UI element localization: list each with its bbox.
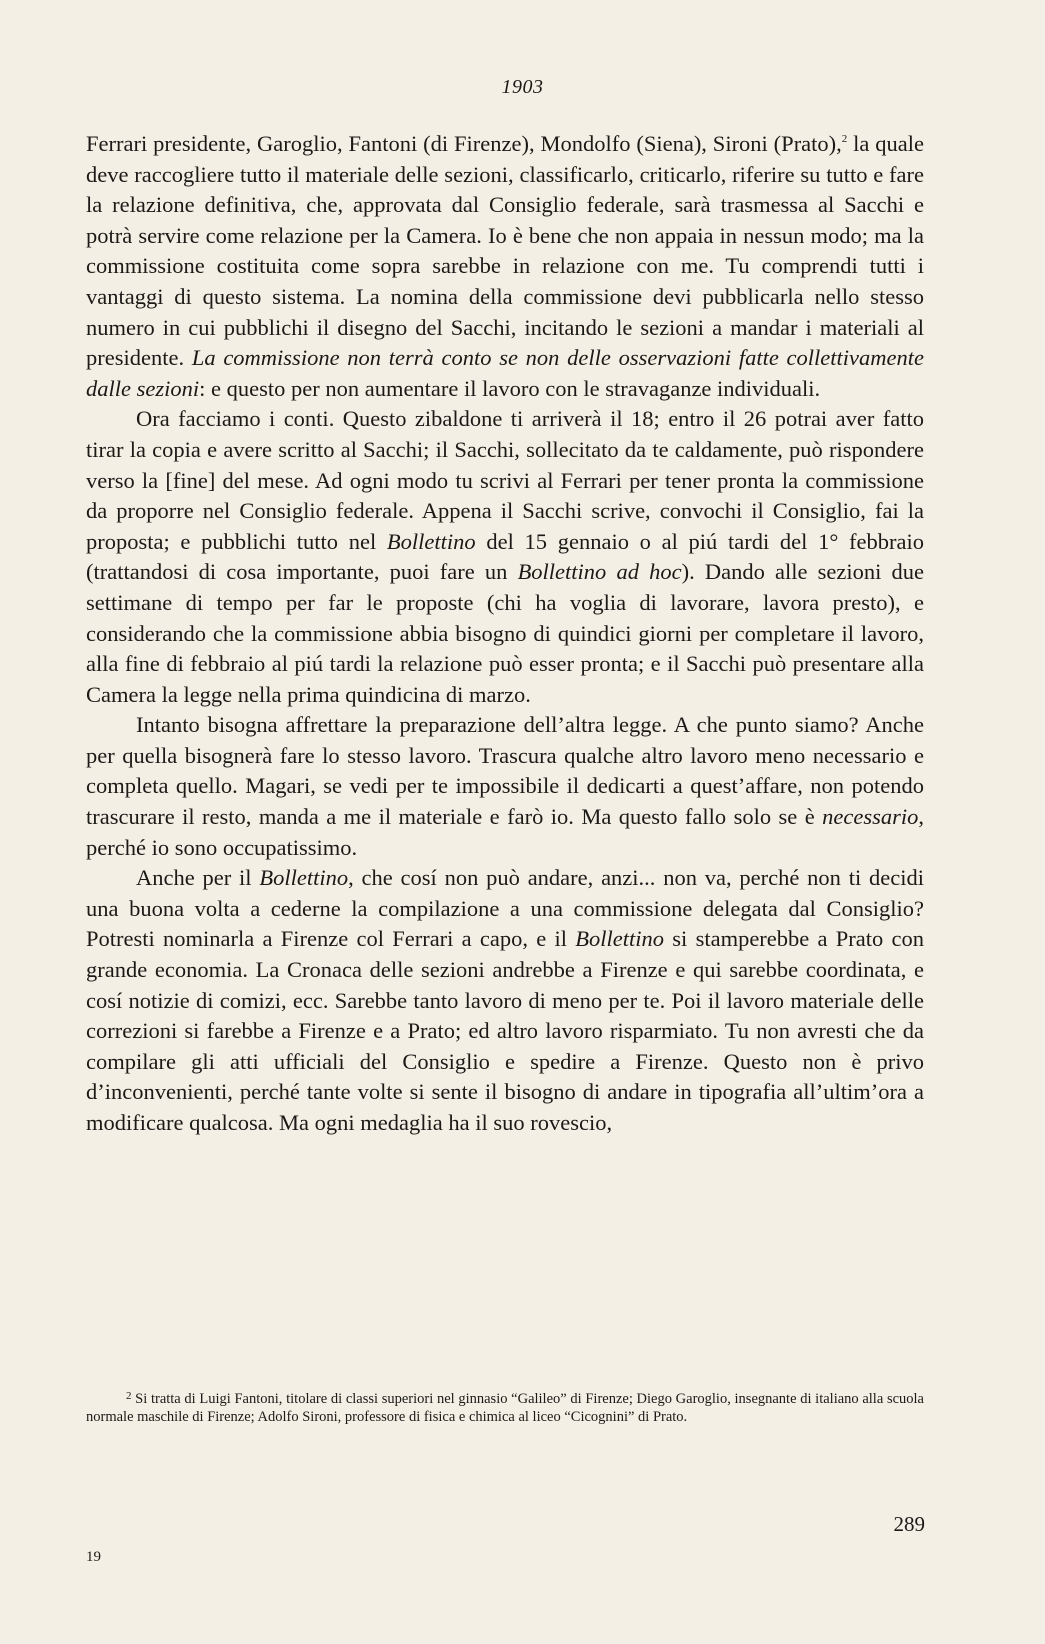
text-run: del 15 gennaio o al piú tardi del 1° febbraio (trattandosi di cosa importante, puoi fare un	[86, 528, 924, 585]
text-run: Intanto bisogna affrettare la preparazione dell’altra legge. A che punto siamo? Anche per quella bisognerà fare lo stesso lavoro. Trascura qualche altro lavoro meno necessario e completa quello. Magari, se vedi per te impossibile il dedicarti a quest’affare, non potendo trascurare il resto, manda a me il materiale e farò io. Ma questo fallo solo se è	[86, 712, 924, 830]
text-run: Ferrari presidente, Garoglio, Fantoni (di Firenze), Mondolfo (Siena), Sironi (Prato),	[86, 131, 842, 156]
body-paragraph	[86, 129, 924, 404]
running-head: 1903	[501, 76, 544, 98]
text-run: Anche per il	[136, 865, 260, 891]
italic-text: La commissione non terrà conto se non delle osservazioni fatte collettivamente dalle sezioni	[86, 345, 924, 401]
text-run: : e questo per non aumentare il lavoro con le stravaganze individuali.	[199, 375, 821, 401]
text-run: Ora facciamo i conti. Questo zibaldone ti arriverà il 18; entro il 26 potrai aver fatto tirar la copia e avere scritto al Sacchi; il Sacchi, sollecitato da te caldamente, può rispondere verso la [fine] del mese. Ad ogni modo tu scrivi al Ferrari per tener pronta la commissione da proporre nel Consiglio federale. Appena il Sacchi scrive, convochi il Consiglio, fai la proposta; e pubblichi tutto nel	[86, 406, 924, 554]
text-run: ). Dando alle sezioni due settimane di tempo per far le proposte (chi ha voglia di lavorare, lavora presto), e considerando che la commissione abbia bisogno di quindici giorni per completare il lavoro, alla fine di febbraio al piú tardi la relazione può esser pronta; e il Sacchi può presentare alla Camera la legge nella prima quindicina di marzo.	[86, 559, 924, 707]
italic-text: Bollettino	[259, 865, 349, 891]
text-run: si stamperebbe a Prato con grande economia. La Cronaca delle sezioni andrebbe a Firenze e qui sarebbe coordinata, e cosí notizie di comizi, ecc. Sarebbe tanto lavoro di meno per te. Poi il lavoro materiale delle correzioni si farebbe a Firenze e a Prato; ed altro lavoro risparmiato. Tu non avresti che da compilare gli atti ufficiali del Consiglio e spedire a Firenze. Questo non è privo d’inconvenienti, perché tante volte si sente il bisogno di andare in tipografia all’ultim’ora a modificare qualcosa. Ma ogni medaglia ha il suo rovescio,	[86, 926, 925, 1135]
footnote	[86, 1390, 924, 1426]
page-number: 289	[893, 1512, 925, 1536]
body-paragraph	[86, 863, 924, 1138]
italic-text: Bollettino	[386, 528, 476, 554]
italic-text: Bollettino	[575, 926, 665, 952]
italic-text: Bollettino ad hoc	[517, 559, 682, 585]
body-text	[86, 129, 924, 1139]
footnote-number: 2	[126, 1390, 132, 1402]
body-paragraph	[86, 404, 924, 710]
footnote-text: Si tratta di Luigi Fantoni, titolare di classi superiori nel ginnasio “Galileo” di Firenze; Diego Garoglio, insegnante di italiano alla scuola normale maschile di Firenze; Adolfo Sironi, professore di fisica e chimica al liceo “Cicognini” di Prato.	[86, 1391, 924, 1425]
text-run: , che cosí non può andare, anzi... non va, perché non ti decidi una buona volta a cederne la compilazione a una commissione delegata dal Consiglio? Potresti nominarla a Firenze col Ferrari a capo, e il	[86, 865, 924, 952]
text-run: la quale deve raccogliere tutto il materiale delle sezioni, classificarlo, criticarlo, riferire su tutto e fare la relazione definitiva, che, approvata dal Consiglio federale, sarà trasmessa al Sacchi e potrà servire come relazione per la Camera. Io è bene che non appaia in nessun modo; ma la commissione costituita come sopra sarebbe in relazione con me. Tu comprendi tutti i vantaggi di questo sistema. La nomina della commissione devi pubblicarla nello stesso numero in cui pubblichi il disegno del Sacchi, incitando le sezioni a mandar i materiali al presidente.	[86, 131, 925, 371]
signature-mark: 19	[86, 1549, 101, 1565]
body-paragraph	[86, 710, 924, 863]
text-run: , perché io sono occupatissimo.	[86, 804, 924, 860]
footnotes	[86, 1390, 924, 1426]
footnote-reference: 2	[841, 133, 848, 145]
italic-text: necessario	[822, 804, 919, 830]
